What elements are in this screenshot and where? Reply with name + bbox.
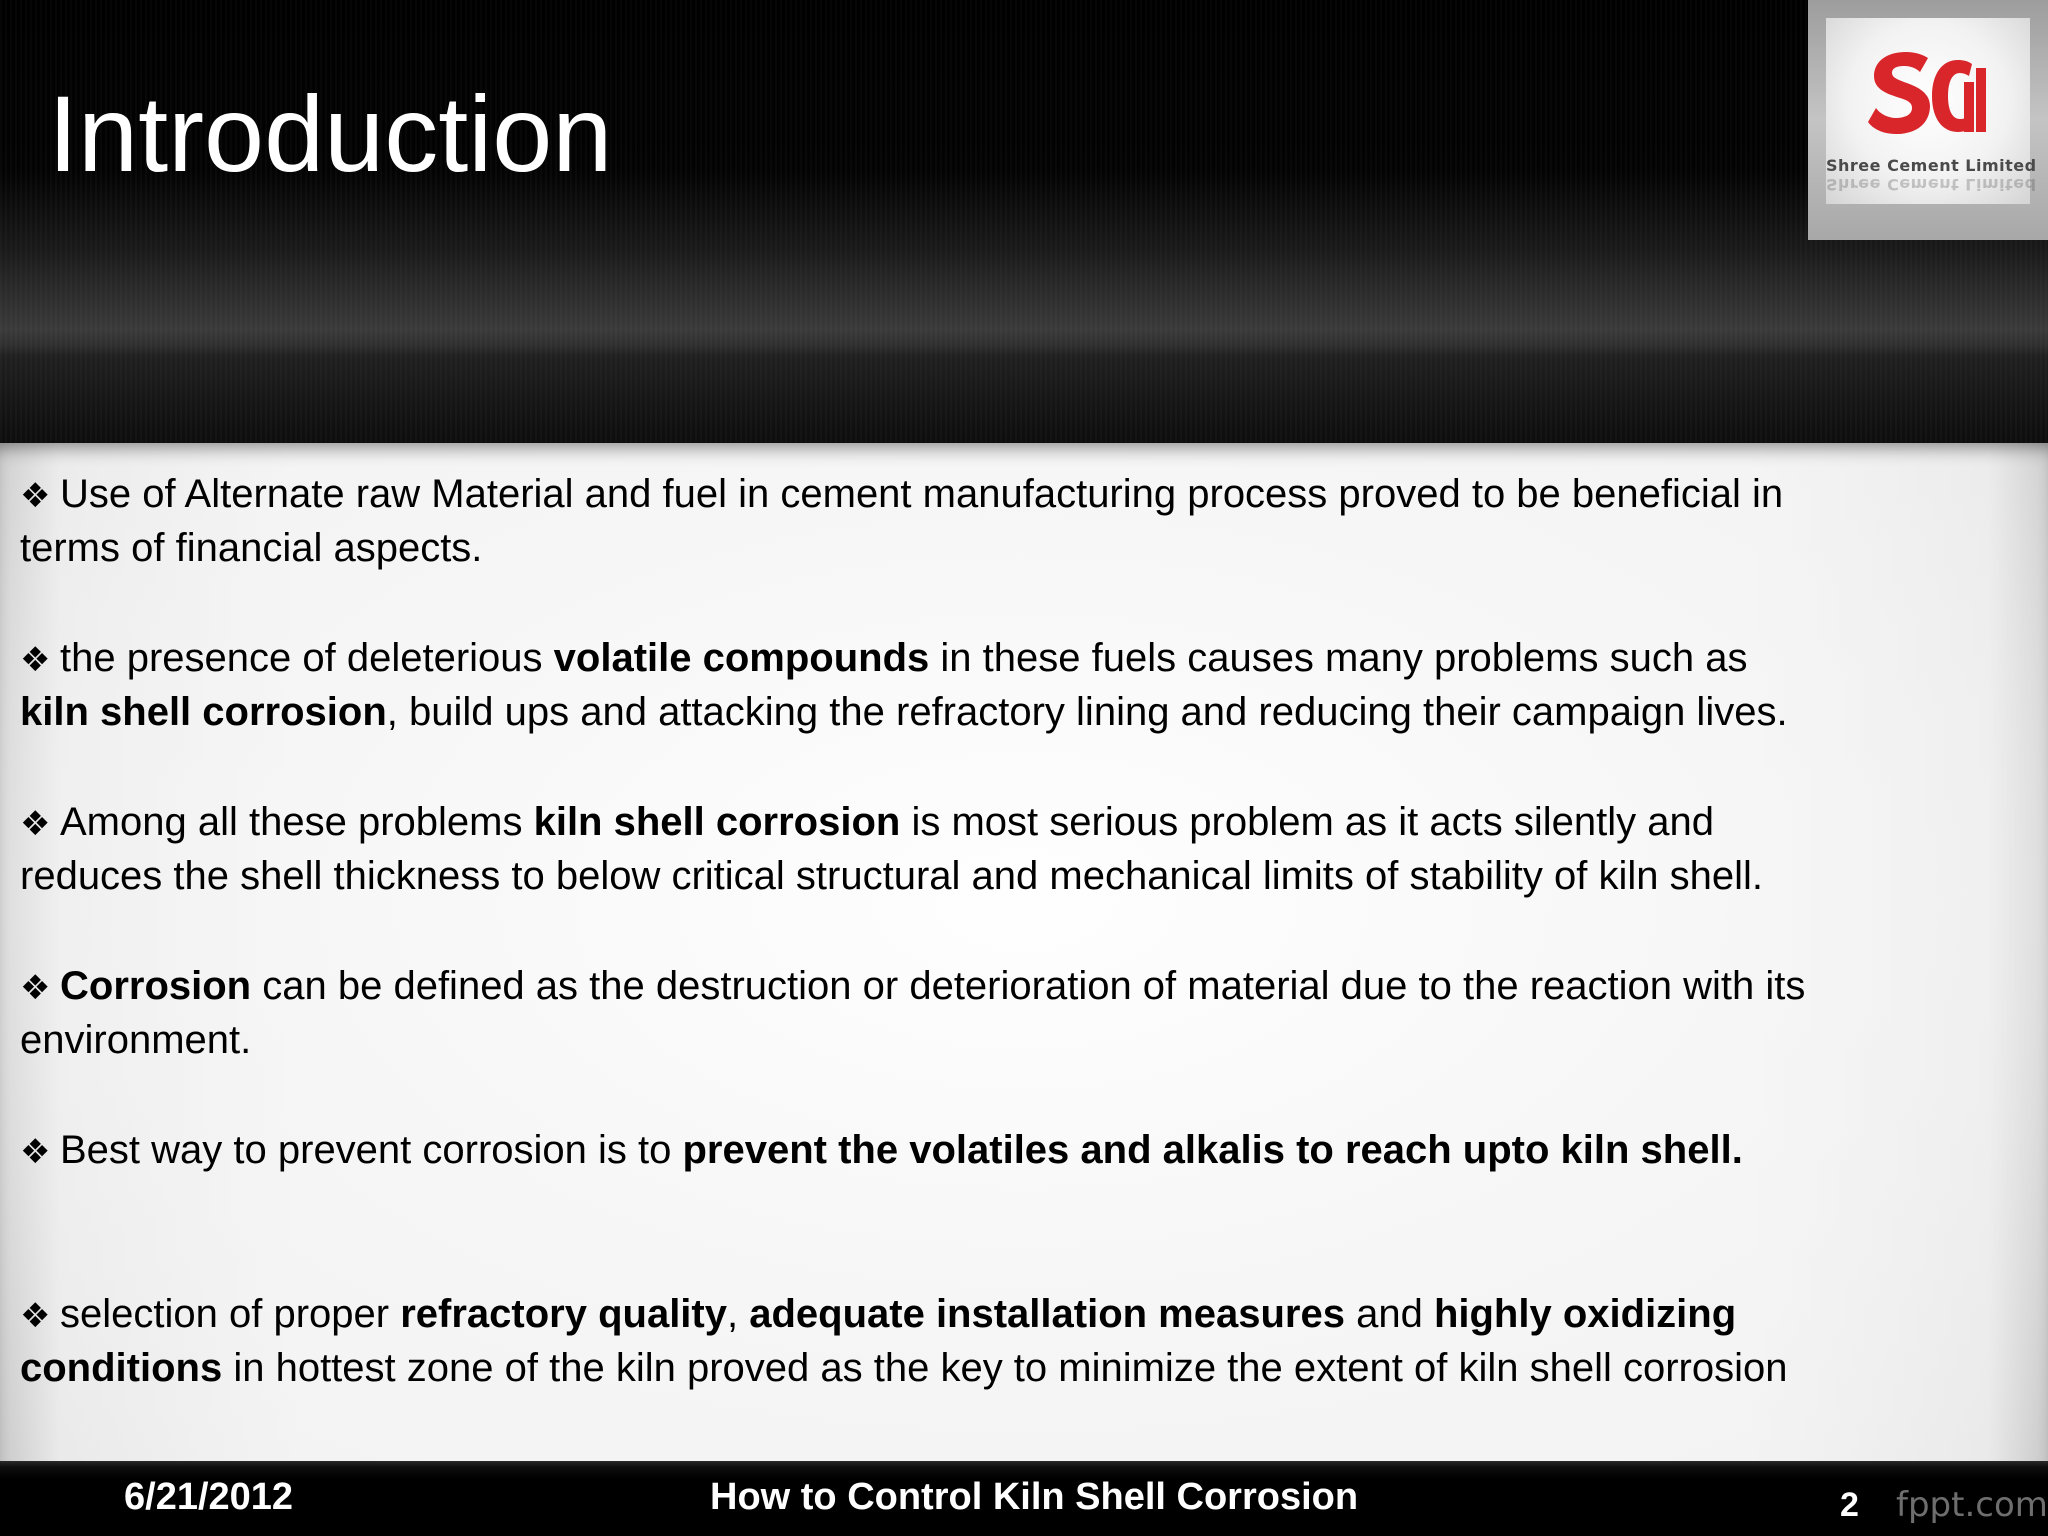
logo-panel — [1826, 18, 2037, 204]
bold-text-segment: volatile compounds — [553, 636, 930, 680]
text-segment: environment. — [20, 1018, 252, 1062]
text-segment: in hottest zone of the kiln proved as the key to minimize the extent of kiln shell corrosion — [222, 1346, 1788, 1390]
text-segment: and — [1344, 1292, 1434, 1336]
text-segment: Use of Alternate raw Material and fuel in cement manufacturing process proved to be beneficial in — [60, 472, 1784, 516]
page-number: 2 — [1840, 1486, 1859, 1524]
bullet-line — [20, 631, 2048, 685]
bold-text-segment: Corrosion — [60, 964, 252, 1008]
text-segment: in these fuels causes many problems such as — [929, 636, 1748, 680]
bold-text-segment: refractory quality — [400, 1292, 727, 1336]
bullet-line — [20, 1287, 2048, 1341]
bullet-line — [20, 685, 2048, 739]
bullet-line — [20, 1341, 2048, 1395]
diamond-bullet-icon: ❖ — [20, 804, 51, 844]
logo-company-name: Shree Cement Limited — [1826, 156, 2037, 175]
text-segment: Among all these problems — [60, 800, 534, 844]
bullet-line — [20, 521, 2048, 575]
bullet-line — [20, 959, 2048, 1013]
bullet-line — [20, 467, 2048, 521]
text-segment: , build ups and attacking the refractory lining and reducing their campaign lives. — [386, 690, 1788, 734]
footer-date: 6/21/2012 — [124, 1476, 294, 1518]
diamond-bullet-icon: ❖ — [20, 640, 51, 680]
text-segment: terms of financial aspects. — [20, 526, 483, 570]
bullet-item — [20, 1123, 2048, 1287]
bullet-item — [20, 467, 2048, 631]
sci-logo-mark-icon — [1866, 48, 1990, 152]
footer-title: How to Control Kiln Shell Corrosion — [710, 1476, 1359, 1518]
text-segment: selection of proper — [60, 1292, 401, 1336]
bullet-line — [20, 1123, 2048, 1177]
bullet-line — [20, 1013, 2048, 1067]
bullet-item — [20, 795, 2048, 959]
slide-header — [0, 0, 2048, 443]
text-segment: reduces the shell thickness to below critical structural and mechanical limits of stability of kiln shell. — [20, 854, 1763, 898]
diamond-bullet-icon: ❖ — [20, 476, 51, 516]
bullet-line — [20, 795, 2048, 849]
text-segment: Best way to prevent corrosion is to — [60, 1128, 683, 1172]
bullet-item — [20, 959, 2048, 1123]
text-segment: the presence of deleterious — [60, 636, 554, 680]
bullet-item — [20, 631, 2048, 795]
text-segment: is most serious problem as it acts silently and — [900, 800, 1714, 844]
bold-text-segment: conditions — [20, 1346, 223, 1390]
bold-text-segment: adequate installation measures — [749, 1292, 1345, 1336]
text-segment: can be defined as the destruction or deterioration of material due to the reaction with its — [251, 964, 1806, 1008]
bold-text-segment: prevent the volatiles and alkalis to reach upto kiln shell. — [682, 1128, 1743, 1172]
slide-footer — [0, 1461, 2048, 1536]
bullet-line — [20, 1177, 2048, 1231]
footer-brand: fppt.com — [1896, 1485, 2048, 1525]
bold-text-segment: highly oxidizing — [1433, 1292, 1737, 1336]
bullet-item — [20, 1287, 2048, 1451]
bold-text-segment: kiln shell corrosion — [20, 690, 387, 734]
text-segment: , — [726, 1292, 750, 1336]
slide-title: Introduction — [48, 73, 613, 194]
company-logo — [1808, 0, 2048, 240]
diamond-bullet-icon: ❖ — [20, 1132, 51, 1172]
bullet-line — [20, 849, 2048, 903]
diamond-bullet-icon: ❖ — [20, 1296, 51, 1336]
slide-content — [0, 443, 2048, 1461]
diamond-bullet-icon: ❖ — [20, 968, 51, 1008]
logo-company-name-reflection: Shree Cement Limited — [1826, 175, 2037, 194]
bold-text-segment: kiln shell corrosion — [533, 800, 901, 844]
